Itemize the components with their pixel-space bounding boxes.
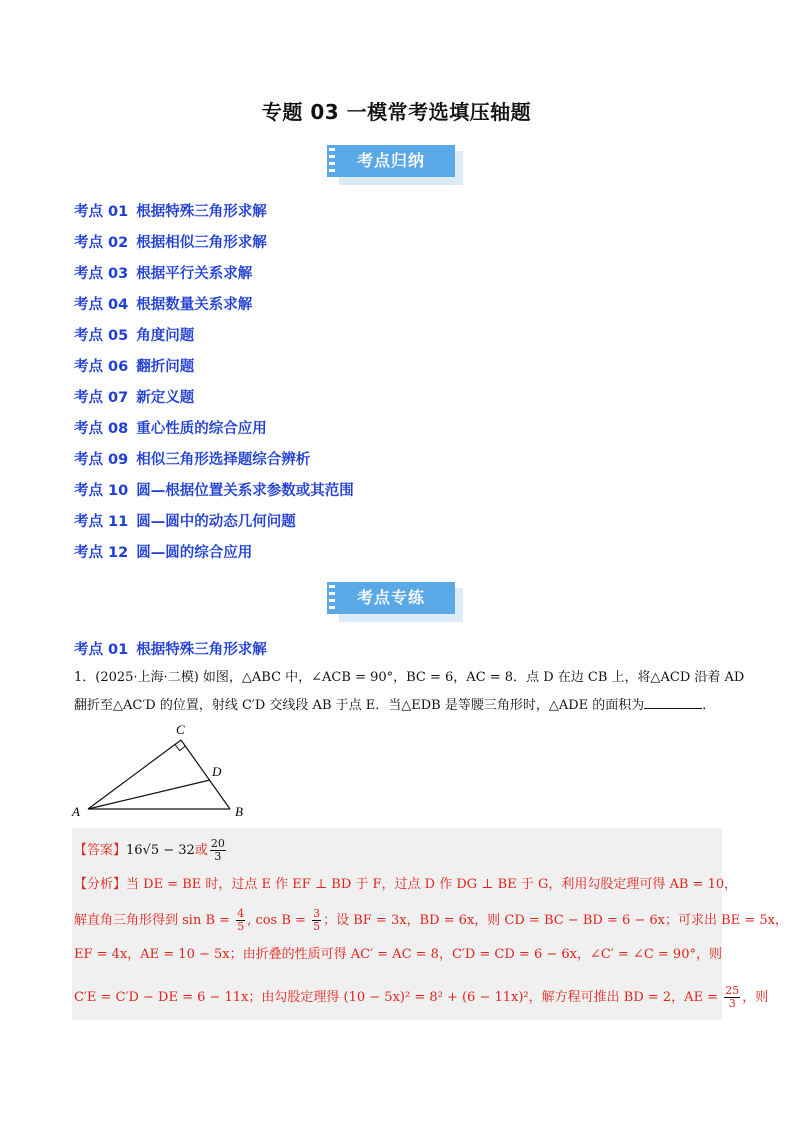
banner-practice bbox=[327, 582, 463, 618]
side-cb bbox=[181, 740, 230, 809]
label-b: B bbox=[235, 804, 243, 819]
segment-ad bbox=[88, 780, 210, 809]
analysis-line-3: EF = 4x，AE = 10 − 5x；由折叠的性质可得 AC′ = AC = 8，C′D = CD = 6 − 6x，∠C′ = ∠C = 90°，则 bbox=[74, 947, 722, 962]
analysis-line-4: C′E = C′D − DE = 6 − 11x；由勾股定理得 (10 − 5x)² = 8² + (6 − 11x)²，解方程可推出 BD = 2，AE = $\frac{25}{3}$ ，则 bbox=[74, 984, 769, 1010]
triangle-figure bbox=[70, 720, 260, 820]
answer-fraction: $\frac{20}{3}$ bbox=[210, 837, 225, 863]
topic-item[interactable]: 考点 11 圆—圆中的动态几何问题 bbox=[74, 514, 296, 530]
banner-summary-label: 考点归纳 bbox=[327, 145, 455, 177]
topic-item[interactable]: 考点 04 根据数量关系求解 bbox=[74, 297, 253, 313]
topic-item[interactable]: 考点 08 重心性质的综合应用 bbox=[74, 421, 267, 437]
right-angle-mark bbox=[175, 745, 186, 751]
topic-item[interactable]: 考点 01 根据特殊三角形求解 bbox=[74, 204, 267, 220]
topic-item[interactable]: 考点 07 新定义题 bbox=[74, 390, 195, 406]
topic-item[interactable]: 考点 05 角度问题 bbox=[74, 328, 195, 344]
answer-tag: 【答案】 bbox=[74, 843, 127, 858]
answer-value: 16√5 − 32 bbox=[126, 843, 195, 858]
banner-dots-icon bbox=[329, 585, 335, 613]
topic-list bbox=[74, 202, 354, 574]
side-ac bbox=[88, 740, 181, 809]
banner-dots-icon bbox=[329, 148, 335, 176]
section-heading: 考点 01 根据特殊三角形求解 bbox=[74, 642, 267, 658]
label-c: C bbox=[176, 722, 185, 737]
question-line-1: 1．(2025·上海·二模) 如图，△ABC 中，∠ACB = 90°，BC = 6，AC = 8．点 D 在边 CB 上，将△ACD 沿着 AD bbox=[74, 670, 745, 685]
analysis-line-2: 解直角三角形得到 sin B = $\frac{4}{5}$ , cos B = $\frac{3}{5}$ ；设 BF = 3x，BD = 6x，则 CD = BC − BD = 6 − 6x；可求出 BE = 5x， bbox=[74, 907, 788, 933]
topic-item[interactable]: 考点 06 翻折问题 bbox=[74, 359, 195, 375]
answer-blank bbox=[644, 696, 702, 709]
topic-item[interactable]: 考点 03 根据平行关系求解 bbox=[74, 266, 253, 282]
label-d: D bbox=[212, 764, 222, 779]
topic-item[interactable]: 考点 10 圆—根据位置关系求参数或其范围 bbox=[74, 483, 354, 499]
banner-practice-label: 考点专练 bbox=[327, 582, 455, 614]
topic-item[interactable]: 考点 12 圆—圆的综合应用 bbox=[74, 545, 253, 561]
page-title: 专题 03 一模常考选填压轴题 bbox=[261, 100, 532, 124]
question-line-2: 翻折至△AC′D 的位置，射线 C′D 交线段 AB 于点 E．当△EDB 是等腰三角形时，△ADE 的面积为 ． bbox=[74, 698, 716, 713]
analysis-tag: 【分析】 bbox=[74, 877, 127, 892]
topic-item[interactable]: 考点 02 根据相似三角形求解 bbox=[74, 235, 267, 251]
label-a: A bbox=[72, 804, 80, 819]
analysis-line-1: 【分析】当 DE = BE 时，过点 E 作 EF ⊥ BD 于 F，过点 D 作 DG ⊥ BE 于 G，利用勾股定理可得 AB = 10， bbox=[74, 877, 738, 892]
topic-item[interactable]: 考点 09 相似三角形选择题综合辨析 bbox=[74, 452, 311, 468]
answer-line: 【答案】16√5 − 32或 $\frac{20}{3}$ bbox=[74, 837, 225, 863]
banner-summary bbox=[327, 145, 463, 181]
